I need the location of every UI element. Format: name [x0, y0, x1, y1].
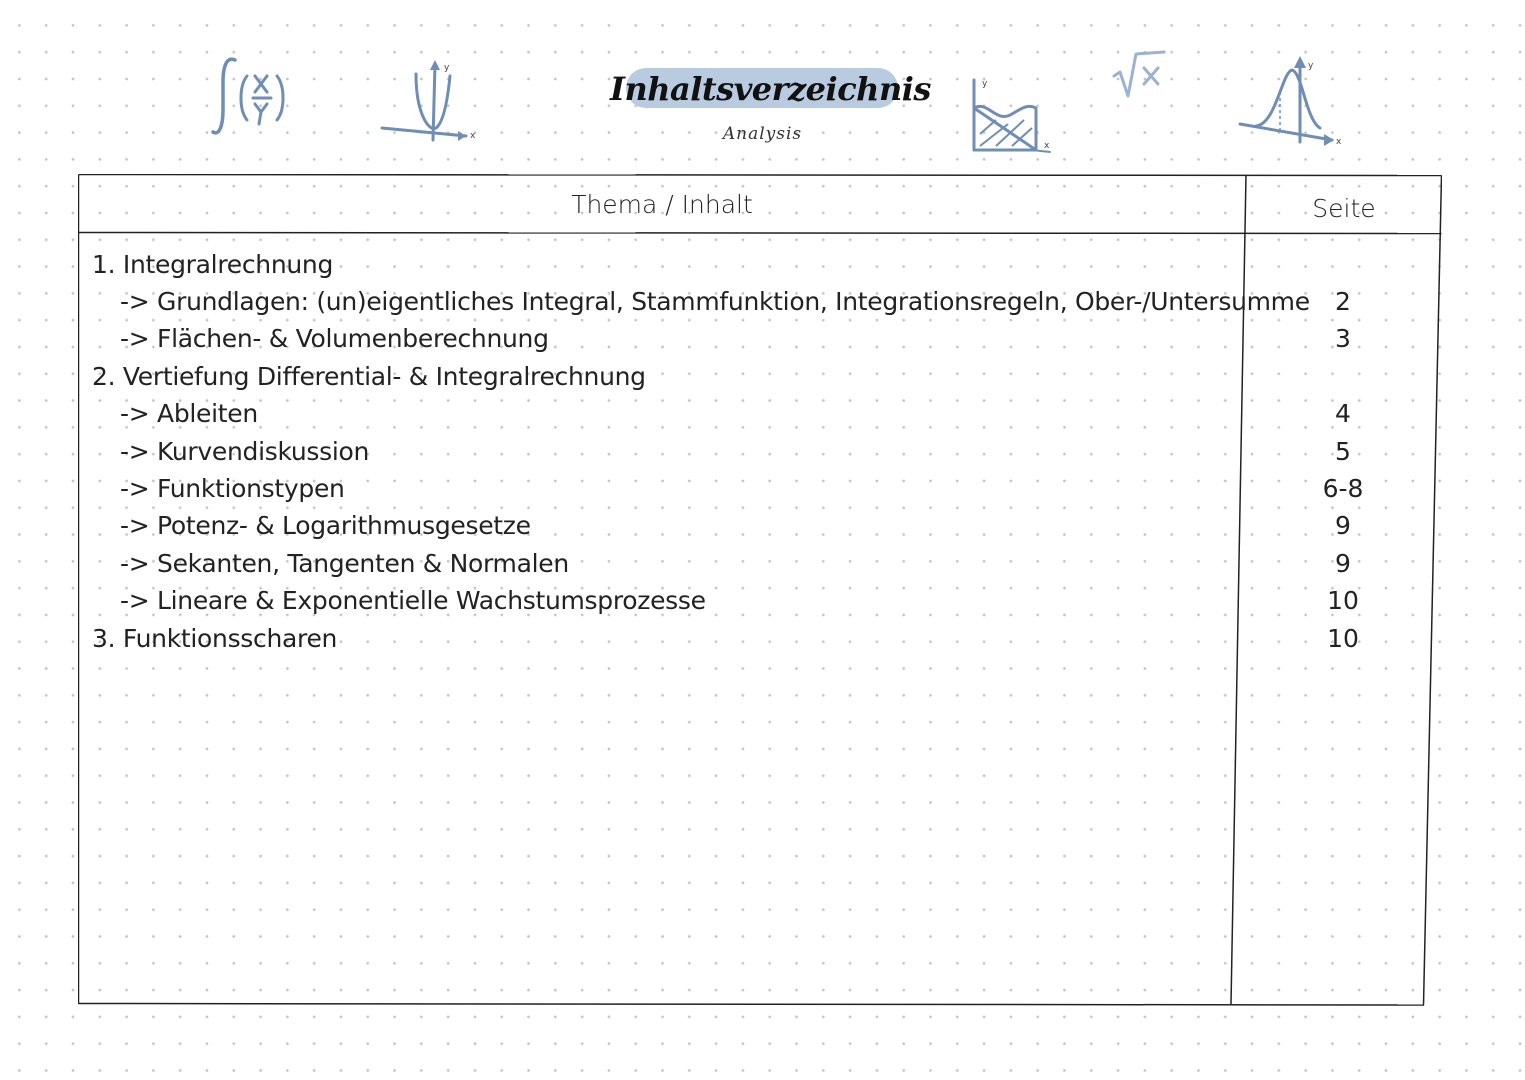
- toc-entry-page: 10: [1327, 586, 1359, 615]
- title-block: [610, 50, 931, 160]
- toc-entry-page: 5: [1335, 437, 1351, 466]
- toc-entry-page: 4: [1335, 399, 1351, 428]
- page-subtitle: Analysis: [722, 124, 803, 144]
- toc-entry-label: 1. Integralrechnung: [92, 250, 334, 279]
- parabola-graph-icon: [378, 56, 488, 146]
- toc-entry-page: 10: [1327, 624, 1359, 653]
- column-header-topic: Thema / Inhalt: [571, 190, 753, 219]
- toc-row: [78, 470, 1442, 507]
- toc-entry-label: -> Kurvendiskussion: [120, 437, 370, 466]
- toc-entry-label: -> Flächen- & Volumenberechnung: [120, 324, 549, 353]
- toc-table: [78, 174, 1442, 1004]
- svg-text:x: x: [1336, 137, 1342, 147]
- area-under-curve-icon: [966, 74, 1056, 158]
- integral-fraction-icon: [205, 52, 305, 142]
- bell-curve-icon: [1236, 52, 1346, 152]
- page-title: Inhaltsverzeichnis: [610, 70, 931, 108]
- toc-row: [78, 283, 1442, 320]
- toc-row: [78, 507, 1442, 544]
- toc-entry-label: -> Ableiten: [120, 399, 258, 428]
- toc-entry-label: 2. Vertiefung Differential- & Integralrechnung: [92, 362, 646, 391]
- toc-row: [78, 545, 1442, 582]
- toc-row: [78, 320, 1442, 357]
- toc-entry-label: -> Funktionstypen: [120, 474, 345, 503]
- toc-entry-label: -> Sekanten, Tangenten & Normalen: [120, 549, 569, 578]
- toc-row: [78, 358, 1442, 395]
- toc-entry-page: 3: [1335, 324, 1351, 353]
- toc-row: [78, 246, 1442, 283]
- column-header-page: Seite: [1312, 194, 1376, 223]
- square-root-icon: [1110, 46, 1170, 106]
- toc-entry-page: 9: [1335, 549, 1351, 578]
- toc-entry-label: -> Grundlagen: (un)eigentliches Integral, Stammfunktion, Integrationsregeln, Ober-/Untersumme: [120, 287, 1310, 316]
- toc-row: [78, 433, 1442, 470]
- toc-entry-page: 6-8: [1322, 474, 1364, 503]
- svg-text:x: x: [1044, 141, 1050, 151]
- toc-entry-page: 2: [1335, 287, 1351, 316]
- toc-row: [78, 620, 1442, 657]
- svg-text:y: y: [444, 63, 450, 73]
- toc-row: [78, 582, 1442, 619]
- toc-entry-label: -> Lineare & Exponentielle Wachstumsprozesse: [120, 586, 706, 615]
- toc-entry-page: 9: [1335, 511, 1351, 540]
- svg-text:y: y: [982, 79, 988, 89]
- toc-entry-label: -> Potenz- & Logarithmusgesetze: [120, 511, 531, 540]
- toc-entry-label: 3. Funktionsscharen: [92, 624, 338, 653]
- svg-text:y: y: [1308, 61, 1314, 71]
- svg-text:x: x: [470, 131, 476, 141]
- toc-row: [78, 395, 1442, 432]
